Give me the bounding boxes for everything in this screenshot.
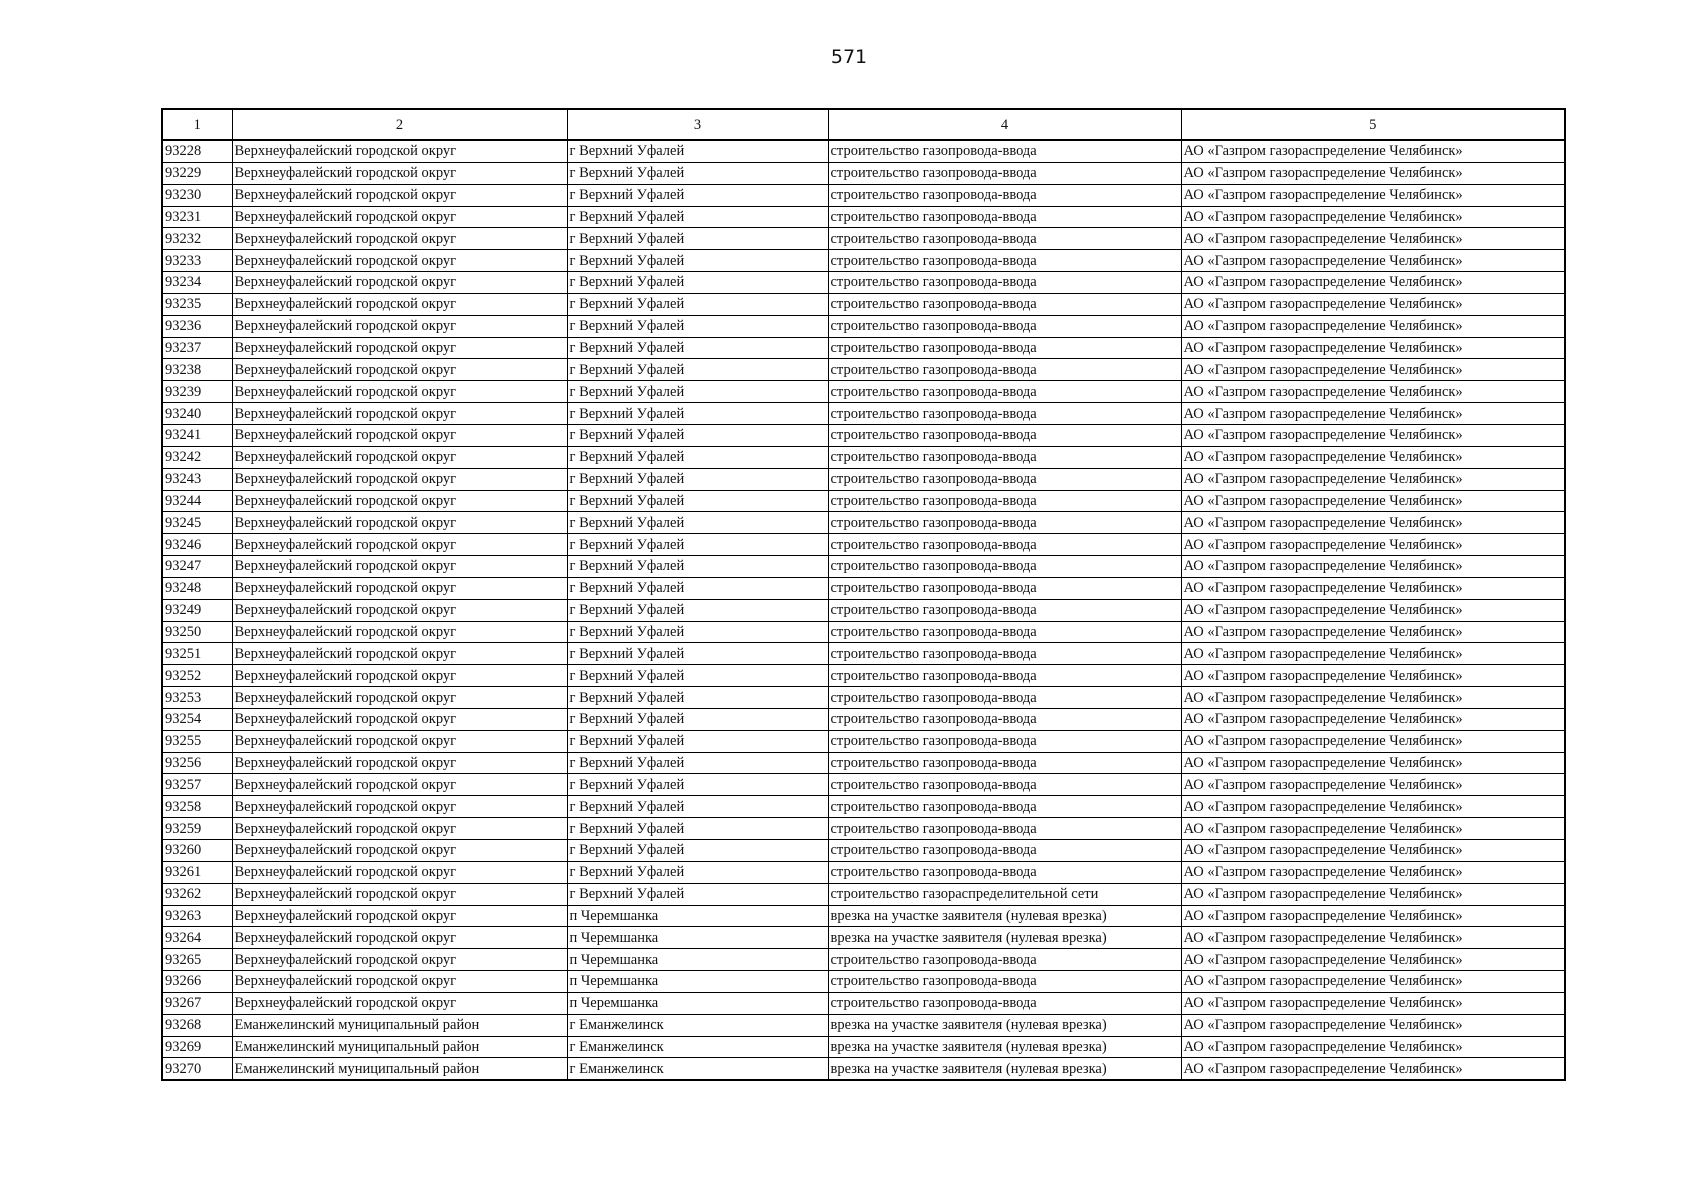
work-type-cell: строительство газопровода-ввода	[828, 337, 1181, 359]
municipality-cell: Верхнеуфалейский городской округ	[232, 556, 567, 578]
organization-cell: АО «Газпром газораспределение Челябинск»	[1181, 665, 1565, 687]
organization-cell: АО «Газпром газораспределение Челябинск»	[1181, 730, 1565, 752]
work-type-cell: строительство газопровода-ввода	[828, 752, 1181, 774]
table-row	[162, 927, 1565, 949]
table-row	[162, 359, 1565, 381]
settlement-cell: г Верхний Уфалей	[567, 315, 828, 337]
work-type-cell: строительство газопровода-ввода	[828, 643, 1181, 665]
settlement-cell: г Верхний Уфалей	[567, 446, 828, 468]
settlement-cell: п Черемшанка	[567, 927, 828, 949]
table-row	[162, 774, 1565, 796]
column-header: 5	[1181, 109, 1565, 140]
work-type-cell: врезка на участке заявителя (нулевая врезка)	[828, 927, 1181, 949]
municipality-cell: Верхнеуфалейский городской округ	[232, 687, 567, 709]
table-row	[162, 643, 1565, 665]
settlement-cell: п Черемшанка	[567, 905, 828, 927]
organization-cell: АО «Газпром газораспределение Челябинск»	[1181, 1058, 1565, 1080]
row-number-cell: 93257	[162, 774, 232, 796]
organization-cell: АО «Газпром газораспределение Челябинск»	[1181, 927, 1565, 949]
row-number-cell: 93264	[162, 927, 232, 949]
settlement-cell: г Верхний Уфалей	[567, 774, 828, 796]
row-number-cell: 93249	[162, 599, 232, 621]
settlement-cell: п Черемшанка	[567, 949, 828, 971]
work-type-cell: строительство газопровода-ввода	[828, 621, 1181, 643]
table-row	[162, 730, 1565, 752]
table-row	[162, 577, 1565, 599]
settlement-cell: г Верхний Уфалей	[567, 206, 828, 228]
work-type-cell: строительство газопровода-ввода	[828, 228, 1181, 250]
table-row	[162, 424, 1565, 446]
organization-cell: АО «Газпром газораспределение Челябинск»	[1181, 861, 1565, 883]
settlement-cell: г Верхний Уфалей	[567, 796, 828, 818]
work-type-cell: врезка на участке заявителя (нулевая врезка)	[828, 1014, 1181, 1036]
work-type-cell: строительство газопровода-ввода	[828, 490, 1181, 512]
work-type-cell: строительство газопровода-ввода	[828, 599, 1181, 621]
table-row	[162, 1058, 1565, 1080]
settlement-cell: г Верхний Уфалей	[567, 490, 828, 512]
work-type-cell: строительство газопровода-ввода	[828, 796, 1181, 818]
municipality-cell: Верхнеуфалейский городской округ	[232, 337, 567, 359]
municipality-cell: Верхнеуфалейский городской округ	[232, 206, 567, 228]
settlement-cell: г Верхний Уфалей	[567, 403, 828, 425]
table-row	[162, 861, 1565, 883]
column-header: 2	[232, 109, 567, 140]
table-row	[162, 403, 1565, 425]
work-type-cell: строительство газопровода-ввода	[828, 992, 1181, 1014]
table-row	[162, 752, 1565, 774]
table-row	[162, 184, 1565, 206]
settlement-cell: г Еманжелинск	[567, 1036, 828, 1058]
organization-cell: АО «Газпром газораспределение Челябинск»	[1181, 468, 1565, 490]
row-number-cell: 93263	[162, 905, 232, 927]
table-row	[162, 162, 1565, 184]
settlement-cell: г Верхний Уфалей	[567, 621, 828, 643]
organization-cell: АО «Газпром газораспределение Челябинск»	[1181, 250, 1565, 272]
column-header: 3	[567, 109, 828, 140]
settlement-cell: г Верхний Уфалей	[567, 381, 828, 403]
municipality-cell: Верхнеуфалейский городской округ	[232, 315, 567, 337]
table-row	[162, 840, 1565, 862]
settlement-cell: г Верхний Уфалей	[567, 162, 828, 184]
row-number-cell: 93238	[162, 359, 232, 381]
table-row	[162, 621, 1565, 643]
organization-cell: АО «Газпром газораспределение Челябинск»	[1181, 621, 1565, 643]
municipality-cell: Верхнеуфалейский городской округ	[232, 184, 567, 206]
settlement-cell: г Верхний Уфалей	[567, 687, 828, 709]
work-type-cell: строительство газопровода-ввода	[828, 730, 1181, 752]
municipality-cell: Верхнеуфалейский городской округ	[232, 446, 567, 468]
settlement-cell: п Черемшанка	[567, 992, 828, 1014]
work-type-cell: строительство газопровода-ввода	[828, 381, 1181, 403]
row-number-cell: 93270	[162, 1058, 232, 1080]
row-number-cell: 93229	[162, 162, 232, 184]
work-type-cell: строительство газопровода-ввода	[828, 512, 1181, 534]
table-row	[162, 228, 1565, 250]
row-number-cell: 93266	[162, 971, 232, 993]
row-number-cell: 93233	[162, 250, 232, 272]
work-type-cell: строительство газопровода-ввода	[828, 424, 1181, 446]
organization-cell: АО «Газпром газораспределение Челябинск»	[1181, 949, 1565, 971]
organization-cell: АО «Газпром газораспределение Челябинск»	[1181, 228, 1565, 250]
work-type-cell: строительство газопровода-ввода	[828, 577, 1181, 599]
table-row	[162, 206, 1565, 228]
table-row	[162, 949, 1565, 971]
municipality-cell: Верхнеуфалейский городской округ	[232, 162, 567, 184]
municipality-cell: Верхнеуфалейский городской округ	[232, 250, 567, 272]
row-number-cell: 93237	[162, 337, 232, 359]
work-type-cell: строительство газопровода-ввода	[828, 840, 1181, 862]
work-type-cell: строительство газопровода-ввода	[828, 359, 1181, 381]
municipality-cell: Верхнеуфалейский городской округ	[232, 818, 567, 840]
municipality-cell: Верхнеуфалейский городской округ	[232, 424, 567, 446]
work-type-cell: строительство газопровода-ввода	[828, 534, 1181, 556]
municipality-cell: Верхнеуфалейский городской округ	[232, 861, 567, 883]
municipality-cell: Верхнеуфалейский городской округ	[232, 534, 567, 556]
municipality-cell: Верхнеуфалейский городской округ	[232, 883, 567, 905]
organization-cell: АО «Газпром газораспределение Челябинск»	[1181, 556, 1565, 578]
row-number-cell: 93265	[162, 949, 232, 971]
row-number-cell: 93232	[162, 228, 232, 250]
row-number-cell: 93261	[162, 861, 232, 883]
work-type-cell: строительство газопровода-ввода	[828, 949, 1181, 971]
table-row	[162, 818, 1565, 840]
organization-cell: АО «Газпром газораспределение Челябинск»	[1181, 446, 1565, 468]
organization-cell: АО «Газпром газораспределение Челябинск»	[1181, 272, 1565, 294]
row-number-cell: 93240	[162, 403, 232, 425]
municipality-cell: Еманжелинский муниципальный район	[232, 1036, 567, 1058]
municipality-cell: Верхнеуфалейский городской округ	[232, 577, 567, 599]
organization-cell: АО «Газпром газораспределение Челябинск»	[1181, 490, 1565, 512]
organization-cell: АО «Газпром газораспределение Челябинск»	[1181, 796, 1565, 818]
table-row	[162, 337, 1565, 359]
organization-cell: АО «Газпром газораспределение Челябинск»	[1181, 315, 1565, 337]
row-number-cell: 93252	[162, 665, 232, 687]
table-row	[162, 272, 1565, 294]
settlement-cell: г Верхний Уфалей	[567, 512, 828, 534]
work-type-cell: строительство газопровода-ввода	[828, 250, 1181, 272]
column-header: 1	[162, 109, 232, 140]
settlement-cell: г Верхний Уфалей	[567, 424, 828, 446]
table-row	[162, 381, 1565, 403]
row-number-cell: 93269	[162, 1036, 232, 1058]
table-row	[162, 512, 1565, 534]
row-number-cell: 93268	[162, 1014, 232, 1036]
settlement-cell: г Верхний Уфалей	[567, 250, 828, 272]
row-number-cell: 93244	[162, 490, 232, 512]
municipality-cell: Верхнеуфалейский городской округ	[232, 643, 567, 665]
settlement-cell: г Еманжелинск	[567, 1014, 828, 1036]
settlement-cell: г Верхний Уфалей	[567, 337, 828, 359]
row-number-cell: 93255	[162, 730, 232, 752]
row-number-cell: 93260	[162, 840, 232, 862]
organization-cell: АО «Газпром газораспределение Челябинск»	[1181, 883, 1565, 905]
settlement-cell: г Верхний Уфалей	[567, 272, 828, 294]
work-type-cell: врезка на участке заявителя (нулевая врезка)	[828, 1036, 1181, 1058]
table-row	[162, 446, 1565, 468]
table-row	[162, 556, 1565, 578]
header-row	[162, 109, 1565, 140]
table-header	[162, 109, 1565, 140]
row-number-cell: 93246	[162, 534, 232, 556]
settlement-cell: г Верхний Уфалей	[567, 818, 828, 840]
work-type-cell: строительство газопровода-ввода	[828, 272, 1181, 294]
table-row	[162, 534, 1565, 556]
organization-cell: АО «Газпром газораспределение Челябинск»	[1181, 774, 1565, 796]
work-type-cell: строительство газопровода-ввода	[828, 556, 1181, 578]
municipality-cell: Верхнеуфалейский городской округ	[232, 359, 567, 381]
row-number-cell: 93259	[162, 818, 232, 840]
settlement-cell: г Еманжелинск	[567, 1058, 828, 1080]
row-number-cell: 93267	[162, 992, 232, 1014]
organization-cell: АО «Газпром газораспределение Челябинск»	[1181, 424, 1565, 446]
work-type-cell: строительство газопровода-ввода	[828, 315, 1181, 337]
registry-table	[161, 108, 1566, 1081]
municipality-cell: Верхнеуфалейский городской округ	[232, 140, 567, 162]
row-number-cell: 93242	[162, 446, 232, 468]
municipality-cell: Еманжелинский муниципальный район	[232, 1014, 567, 1036]
work-type-cell: строительство газопровода-ввода	[828, 184, 1181, 206]
municipality-cell: Верхнеуфалейский городской округ	[232, 949, 567, 971]
organization-cell: АО «Газпром газораспределение Челябинск»	[1181, 162, 1565, 184]
table-row	[162, 687, 1565, 709]
settlement-cell: г Верхний Уфалей	[567, 861, 828, 883]
work-type-cell: строительство газопровода-ввода	[828, 293, 1181, 315]
organization-cell: АО «Газпром газораспределение Челябинск»	[1181, 359, 1565, 381]
table-row	[162, 905, 1565, 927]
settlement-cell: г Верхний Уфалей	[567, 140, 828, 162]
organization-cell: АО «Газпром газораспределение Челябинск»	[1181, 381, 1565, 403]
organization-cell: АО «Газпром газораспределение Челябинск»	[1181, 599, 1565, 621]
organization-cell: АО «Газпром газораспределение Челябинск»	[1181, 403, 1565, 425]
table-row	[162, 883, 1565, 905]
municipality-cell: Еманжелинский муниципальный район	[232, 1058, 567, 1080]
work-type-cell: строительство газопровода-ввода	[828, 403, 1181, 425]
row-number-cell: 93250	[162, 621, 232, 643]
table-body	[162, 140, 1565, 1080]
settlement-cell: г Верхний Уфалей	[567, 643, 828, 665]
table-row	[162, 250, 1565, 272]
municipality-cell: Верхнеуфалейский городской округ	[232, 490, 567, 512]
municipality-cell: Верхнеуфалейский городской округ	[232, 468, 567, 490]
organization-cell: АО «Газпром газораспределение Челябинск»	[1181, 708, 1565, 730]
settlement-cell: г Верхний Уфалей	[567, 708, 828, 730]
table-row	[162, 468, 1565, 490]
organization-cell: АО «Газпром газораспределение Челябинск»	[1181, 293, 1565, 315]
table-row	[162, 490, 1565, 512]
row-number-cell: 93254	[162, 708, 232, 730]
organization-cell: АО «Газпром газораспределение Челябинск»	[1181, 905, 1565, 927]
municipality-cell: Верхнеуфалейский городской округ	[232, 774, 567, 796]
municipality-cell: Верхнеуфалейский городской округ	[232, 228, 567, 250]
organization-cell: АО «Газпром газораспределение Челябинск»	[1181, 140, 1565, 162]
municipality-cell: Верхнеуфалейский городской округ	[232, 971, 567, 993]
organization-cell: АО «Газпром газораспределение Челябинск»	[1181, 534, 1565, 556]
organization-cell: АО «Газпром газораспределение Челябинск»	[1181, 992, 1565, 1014]
municipality-cell: Верхнеуфалейский городской округ	[232, 403, 567, 425]
row-number-cell: 93236	[162, 315, 232, 337]
municipality-cell: Верхнеуфалейский городской округ	[232, 905, 567, 927]
settlement-cell: п Черемшанка	[567, 971, 828, 993]
row-number-cell: 93248	[162, 577, 232, 599]
municipality-cell: Верхнеуфалейский городской округ	[232, 293, 567, 315]
municipality-cell: Верхнеуфалейский городской округ	[232, 730, 567, 752]
work-type-cell: строительство газопровода-ввода	[828, 468, 1181, 490]
settlement-cell: г Верхний Уфалей	[567, 730, 828, 752]
row-number-cell: 93262	[162, 883, 232, 905]
page-number: 571	[830, 46, 868, 68]
table-row	[162, 315, 1565, 337]
organization-cell: АО «Газпром газораспределение Челябинск»	[1181, 1014, 1565, 1036]
municipality-cell: Верхнеуфалейский городской округ	[232, 796, 567, 818]
settlement-cell: г Верхний Уфалей	[567, 534, 828, 556]
table-row	[162, 665, 1565, 687]
work-type-cell: строительство газопровода-ввода	[828, 162, 1181, 184]
municipality-cell: Верхнеуфалейский городской округ	[232, 752, 567, 774]
settlement-cell: г Верхний Уфалей	[567, 752, 828, 774]
settlement-cell: г Верхний Уфалей	[567, 468, 828, 490]
work-type-cell: строительство газопровода-ввода	[828, 861, 1181, 883]
work-type-cell: строительство газораспределительной сети	[828, 883, 1181, 905]
municipality-cell: Верхнеуфалейский городской округ	[232, 840, 567, 862]
settlement-cell: г Верхний Уфалей	[567, 184, 828, 206]
row-number-cell: 93228	[162, 140, 232, 162]
work-type-cell: строительство газопровода-ввода	[828, 708, 1181, 730]
organization-cell: АО «Газпром газораспределение Челябинск»	[1181, 752, 1565, 774]
organization-cell: АО «Газпром газораспределение Челябинск»	[1181, 971, 1565, 993]
table-row	[162, 708, 1565, 730]
work-type-cell: строительство газопровода-ввода	[828, 687, 1181, 709]
organization-cell: АО «Газпром газораспределение Челябинск»	[1181, 577, 1565, 599]
work-type-cell: строительство газопровода-ввода	[828, 774, 1181, 796]
organization-cell: АО «Газпром газораспределение Челябинск»	[1181, 512, 1565, 534]
row-number-cell: 93245	[162, 512, 232, 534]
organization-cell: АО «Газпром газораспределение Челябинск»	[1181, 1036, 1565, 1058]
municipality-cell: Верхнеуфалейский городской округ	[232, 381, 567, 403]
settlement-cell: г Верхний Уфалей	[567, 599, 828, 621]
municipality-cell: Верхнеуфалейский городской округ	[232, 272, 567, 294]
row-number-cell: 93256	[162, 752, 232, 774]
work-type-cell: врезка на участке заявителя (нулевая врезка)	[828, 905, 1181, 927]
settlement-cell: г Верхний Уфалей	[567, 556, 828, 578]
table-row	[162, 1014, 1565, 1036]
municipality-cell: Верхнеуфалейский городской округ	[232, 708, 567, 730]
work-type-cell: строительство газопровода-ввода	[828, 818, 1181, 840]
row-number-cell: 93253	[162, 687, 232, 709]
settlement-cell: г Верхний Уфалей	[567, 883, 828, 905]
settlement-cell: г Верхний Уфалей	[567, 228, 828, 250]
municipality-cell: Верхнеуфалейский городской округ	[232, 621, 567, 643]
settlement-cell: г Верхний Уфалей	[567, 359, 828, 381]
work-type-cell: строительство газопровода-ввода	[828, 446, 1181, 468]
work-type-cell: врезка на участке заявителя (нулевая врезка)	[828, 1058, 1181, 1080]
table-row	[162, 1036, 1565, 1058]
organization-cell: АО «Газпром газораспределение Челябинск»	[1181, 818, 1565, 840]
row-number-cell: 93251	[162, 643, 232, 665]
organization-cell: АО «Газпром газораспределение Челябинск»	[1181, 840, 1565, 862]
row-number-cell: 93230	[162, 184, 232, 206]
table-row	[162, 140, 1565, 162]
table-row	[162, 992, 1565, 1014]
work-type-cell: строительство газопровода-ввода	[828, 206, 1181, 228]
work-type-cell: строительство газопровода-ввода	[828, 971, 1181, 993]
work-type-cell: строительство газопровода-ввода	[828, 665, 1181, 687]
organization-cell: АО «Газпром газораспределение Челябинск»	[1181, 643, 1565, 665]
row-number-cell: 93243	[162, 468, 232, 490]
row-number-cell: 93241	[162, 424, 232, 446]
table-row	[162, 971, 1565, 993]
settlement-cell: г Верхний Уфалей	[567, 665, 828, 687]
municipality-cell: Верхнеуфалейский городской округ	[232, 992, 567, 1014]
row-number-cell: 93234	[162, 272, 232, 294]
organization-cell: АО «Газпром газораспределение Челябинск»	[1181, 184, 1565, 206]
municipality-cell: Верхнеуфалейский городской округ	[232, 512, 567, 534]
table-row	[162, 599, 1565, 621]
organization-cell: АО «Газпром газораспределение Челябинск»	[1181, 206, 1565, 228]
row-number-cell: 93258	[162, 796, 232, 818]
row-number-cell: 93235	[162, 293, 232, 315]
row-number-cell: 93231	[162, 206, 232, 228]
organization-cell: АО «Газпром газораспределение Челябинск»	[1181, 687, 1565, 709]
municipality-cell: Верхнеуфалейский городской округ	[232, 927, 567, 949]
column-header: 4	[828, 109, 1181, 140]
municipality-cell: Верхнеуфалейский городской округ	[232, 665, 567, 687]
table-row	[162, 796, 1565, 818]
table-row	[162, 293, 1565, 315]
work-type-cell: строительство газопровода-ввода	[828, 140, 1181, 162]
organization-cell: АО «Газпром газораспределение Челябинск»	[1181, 337, 1565, 359]
settlement-cell: г Верхний Уфалей	[567, 577, 828, 599]
row-number-cell: 93239	[162, 381, 232, 403]
settlement-cell: г Верхний Уфалей	[567, 840, 828, 862]
settlement-cell: г Верхний Уфалей	[567, 293, 828, 315]
municipality-cell: Верхнеуфалейский городской округ	[232, 599, 567, 621]
row-number-cell: 93247	[162, 556, 232, 578]
